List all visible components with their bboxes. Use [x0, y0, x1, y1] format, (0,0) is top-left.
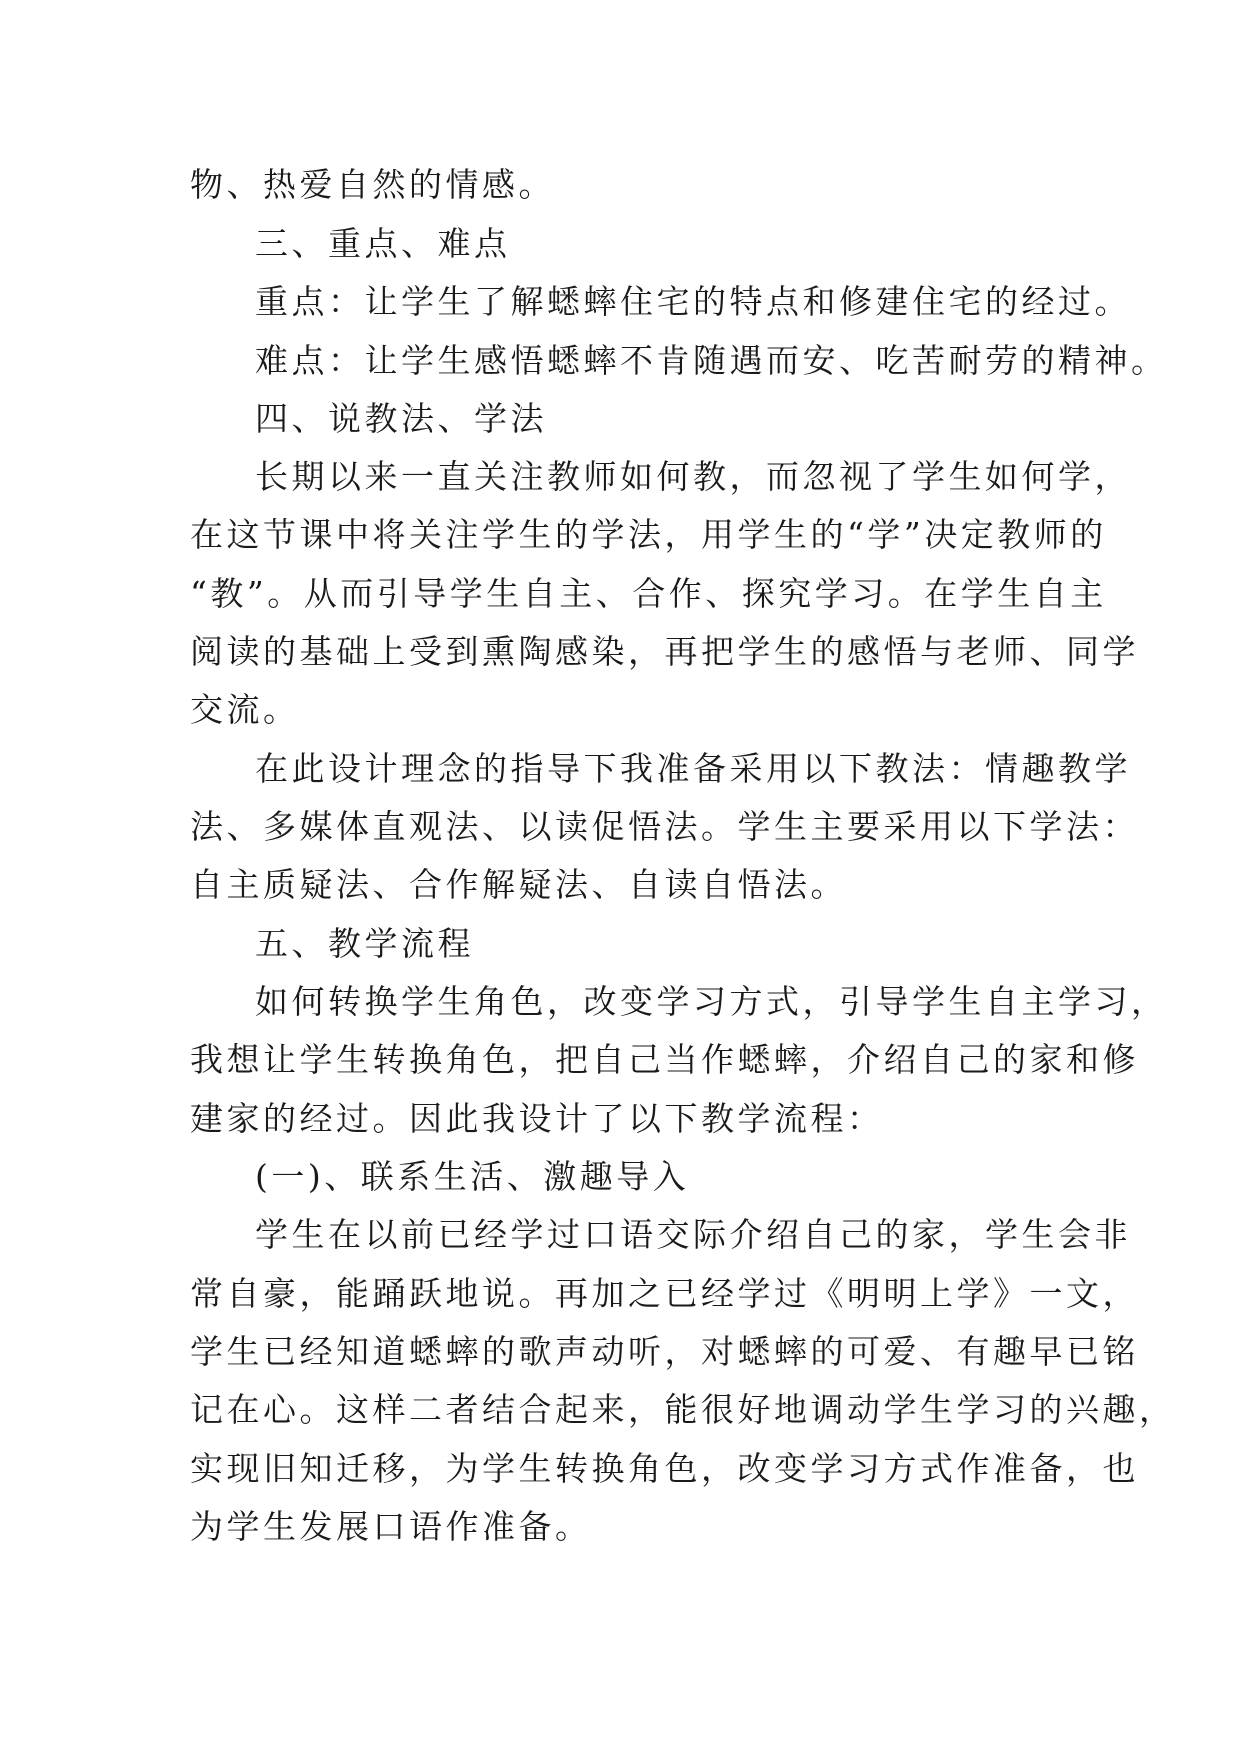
text-line: 如何转换学生角色，改变学习方式，引导学生自主学习， [255, 982, 1168, 1021]
text-line: 难点：让学生感悟蟋蟀不肯随遇而安、吃苦耐劳的精神。 [255, 341, 1168, 380]
section-heading: 四、说教法、学法 [255, 399, 547, 438]
section-heading: 三、重点、难点 [255, 224, 511, 263]
text-line: 重点：让学生了解蟋蟀住宅的特点和修建住宅的经过。 [255, 282, 1131, 321]
text-line: 自主质疑法、合作解疑法、自读自悟法。 [190, 865, 847, 904]
text-line: 阅读的基础上受到熏陶感染，再把学生的感悟与老师、同学 [190, 632, 1139, 671]
text-line: 学生在以前已经学过口语交际介绍自己的家，学生会非 [255, 1215, 1131, 1254]
text-line: 长期以来一直关注教师如何教，而忽视了学生如何学， [255, 457, 1131, 496]
text-line: 为学生发展口语作准备。 [190, 1507, 592, 1546]
text-line: 我想让学生转换角色，把自己当作蟋蟀，介绍自己的家和修 [190, 1040, 1139, 1079]
text-line: “教”。从而引导学生自主、合作、探究学习。在学生自主 [190, 574, 1107, 613]
text-line: 交流。 [190, 690, 300, 729]
text-line: 建家的经过。因此我设计了以下教学流程： [190, 1099, 884, 1138]
text-line: 物、热爱自然的情感。 [190, 165, 555, 204]
text-line: 在此设计理念的指导下我准备采用以下教法：情趣教学 [255, 749, 1131, 788]
text-line: 法、多媒体直观法、以读促悟法。学生主要采用以下学法： [190, 807, 1139, 846]
text-line: 学生已经知道蟋蟀的歌声动听，对蟋蟀的可爱、有趣早已铭 [190, 1332, 1139, 1371]
text-line: 在这节课中将关注学生的学法，用学生的“学”决定教师的 [190, 515, 1107, 554]
section-heading: 五、教学流程 [255, 924, 474, 963]
text-line: 实现旧知迁移，为学生转换角色，改变学习方式作准备，也 [190, 1449, 1139, 1488]
text-line: 常自豪，能踊跃地说。再加之已经学过《明明上学》一文， [190, 1274, 1139, 1313]
subsection-heading: (一)、联系生活、激趣导入 [255, 1157, 690, 1196]
text-line: 记在心。这样二者结合起来，能很好地调动学生学习的兴趣， [190, 1390, 1176, 1429]
